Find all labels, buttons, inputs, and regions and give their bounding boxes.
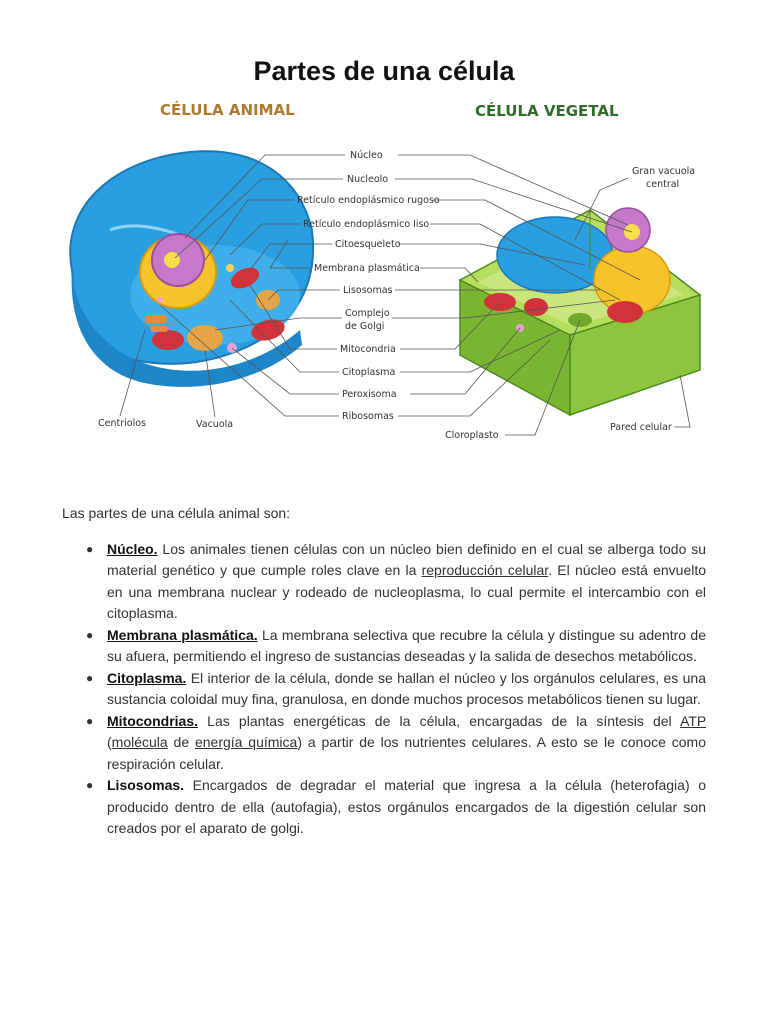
animal-cell-illustration <box>70 151 313 387</box>
label-rel: Retículo endoplásmico liso <box>303 219 430 230</box>
link-energia-quimica[interactable]: energía química <box>194 734 298 750</box>
list-item-mitocondrias <box>86 711 706 776</box>
text-nucleo-1: Los animales tienen células con un núcleo bien definido en el cual se alberga todo su material genético y que cumple roles clave en la <box>107 540 706 578</box>
label-citoesqueleto: Citoesqueleto <box>335 239 401 250</box>
text-mitocondrias-3: de <box>167 734 195 750</box>
list-item-membrana <box>86 625 706 668</box>
list-item-lisosomas <box>86 775 706 840</box>
text-mitocondrias-4: ) a partir de los nutrientes celulares. A esto se le conoce como respiración celular. <box>107 734 706 772</box>
list-item-nucleo <box>86 539 707 625</box>
link-atp[interactable]: ATP <box>680 712 706 729</box>
label-cloroplasto: Cloroplasto <box>445 430 499 441</box>
label-mitocondria: Mitocondria <box>340 344 396 355</box>
bullet-icon: ● <box>86 778 94 792</box>
term-mitocondrias: Mitocondrias. <box>107 712 199 729</box>
label-centriolos: Centriolos <box>98 418 146 429</box>
label-vacuola: Vacuola <box>196 419 234 430</box>
bullet-icon: ● <box>86 713 94 728</box>
document-body <box>62 503 706 840</box>
text-membrana-1: La membrana selectiva que recubre la célula y distingue su adentro de su afuera, permitiendo el ingreso de sustancias deseadas y la salida de desechos metabólicos. <box>107 626 706 664</box>
text-lisosomas-1: Encargados de degradar el material que ingresa a la célula (heterofagia) o producido dentro de ella (autofagia), estos orgánulos encargados de la digestión celular son creados por el aparato de golgi. <box>107 777 706 836</box>
label-gran-vacuola-1: Gran vacuola <box>632 166 696 177</box>
label-nucleo: Núcleo <box>350 150 383 161</box>
text-citoplasma-1: El interior de la célula, donde se hallan el núcleo y los orgánulos celulares, es una sustancia coloidal muy fina, granulosa, en donde muchos procesos metabólicos tienen su lugar. <box>107 669 706 707</box>
label-citoplasma: Citoplasma <box>342 367 396 378</box>
term-nucleo: Núcleo. <box>107 540 158 557</box>
intro-paragraph: Las partes de una célula animal son: <box>62 505 291 521</box>
term-citoplasma: Citoplasma. <box>107 669 187 686</box>
link-molecula[interactable]: molécula <box>111 734 168 750</box>
cell-parts-list <box>62 539 706 840</box>
label-peroxisoma: Peroxisoma <box>342 389 397 400</box>
bullet-icon: ● <box>86 627 94 642</box>
plant-cell-illustration <box>460 208 700 415</box>
term-lisosomas: Lisosomas. <box>107 777 185 793</box>
page-title: Partes de una célula <box>253 56 515 86</box>
cell-diagram <box>0 90 768 450</box>
plant-cell-heading: CÉLULA VEGETAL <box>475 102 619 120</box>
bullet-icon: ● <box>86 541 94 556</box>
bullet-icon: ● <box>86 670 94 685</box>
label-golgi-2: de Golgi <box>345 321 385 332</box>
animal-cell-heading: CÉLULA ANIMAL <box>160 101 295 119</box>
text-nucleo-2: . El núcleo está envuelto en una membrana nuclear y rodeado de nucleoplasma, lo cual permite el intercambio con el citoplasma. <box>107 562 707 621</box>
label-golgi-1: Complejo <box>345 308 390 319</box>
term-membrana: Membrana plasmática. <box>107 626 258 643</box>
label-gran-vacuola-2: central <box>646 179 680 190</box>
label-pared-celular: Pared celular <box>610 422 672 433</box>
list-item-citoplasma <box>86 668 706 711</box>
label-ribosomas: Ribosomas <box>342 411 394 422</box>
text-mitocondrias-1: Las plantas energéticas de la célula, encargadas de la síntesis del <box>198 712 681 729</box>
label-membrana: Membrana plasmática <box>314 263 420 274</box>
label-nucleolo: Nucleolo <box>347 174 389 185</box>
label-lisosomas: Lisosomas <box>343 285 393 296</box>
link-reproduccion-celular[interactable]: reproducción celular <box>421 562 549 578</box>
label-rer: Retículo endoplásmico rugoso <box>297 195 440 206</box>
text-mitocondrias-2: ( <box>107 734 112 750</box>
